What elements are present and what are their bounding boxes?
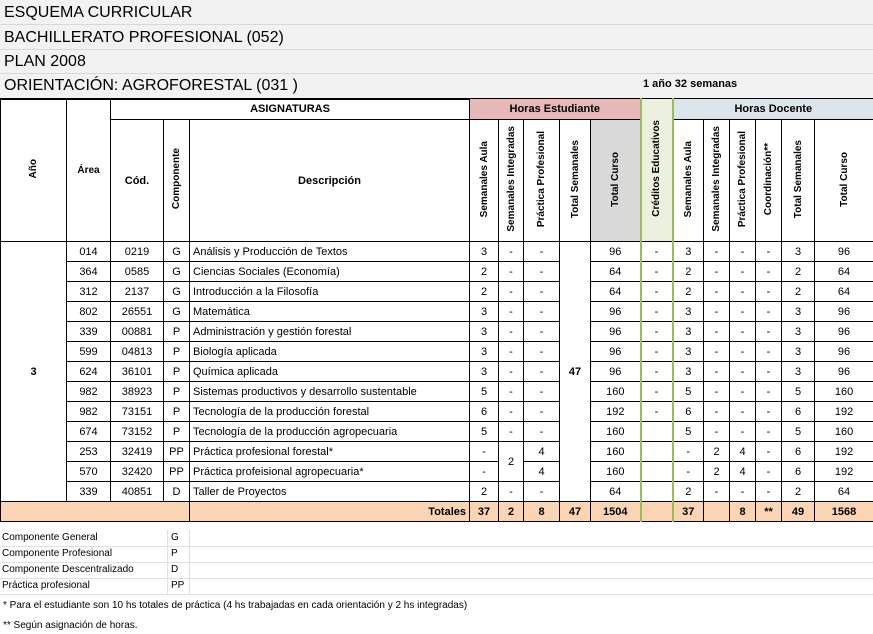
cod-cell: 0585 xyxy=(111,262,164,282)
est-practica-cell: - xyxy=(524,382,560,402)
col-doc-total-curso: Total Curso xyxy=(815,120,873,242)
est-integradas-cell: - xyxy=(499,422,524,442)
doc-aula-cell: 2 xyxy=(673,262,704,282)
doc-total-curso-cell: 64 xyxy=(815,262,873,282)
area-cell: 014 xyxy=(67,242,111,262)
total-est-aula: 37 xyxy=(470,502,499,522)
doc-total-semanales-cell: 3 xyxy=(782,362,815,382)
est-aula-cell: 2 xyxy=(470,262,499,282)
doc-aula-cell: 3 xyxy=(673,302,704,322)
cod-cell: 04813 xyxy=(111,342,164,362)
est-practica-cell: - xyxy=(524,282,560,302)
doc-aula-cell: - xyxy=(673,442,704,462)
doc-aula-cell: 6 xyxy=(673,402,704,422)
creditos-cell: - xyxy=(641,242,673,262)
creditos-cell: - xyxy=(641,342,673,362)
doc-practica-cell: - xyxy=(730,242,756,262)
legend-label: Práctica profesional xyxy=(2,580,90,591)
est-aula-cell: 5 xyxy=(470,382,499,402)
area-cell: 674 xyxy=(67,422,111,442)
doc-total-semanales-cell: 2 xyxy=(782,282,815,302)
group-asignaturas: ASIGNATURAS xyxy=(111,99,470,120)
doc-aula-cell: 3 xyxy=(673,342,704,362)
doc-practica-cell: - xyxy=(730,422,756,442)
doc-coordinacion-cell: - xyxy=(756,482,782,502)
table-row xyxy=(1,442,873,462)
grid-line xyxy=(167,530,168,546)
doc-practica-cell: - xyxy=(730,382,756,402)
title-bachillerato: BACHILLERATO PROFESIONAL (052) xyxy=(4,29,284,46)
doc-aula-cell: 5 xyxy=(673,422,704,442)
total-creditos xyxy=(641,502,673,522)
componente-cell: P xyxy=(164,382,190,402)
col-est-total-curso: Total Curso xyxy=(591,120,641,242)
doc-total-semanales-cell: 3 xyxy=(782,322,815,342)
table-row xyxy=(1,462,873,482)
est-practica-cell: - xyxy=(524,262,560,282)
doc-practica-cell: 4 xyxy=(730,462,756,482)
descripcion-cell: Biología aplicada xyxy=(190,342,470,362)
title-plan: PLAN 2008 xyxy=(4,53,86,70)
descripcion-cell: Matemática xyxy=(190,302,470,322)
cod-cell: 36101 xyxy=(111,362,164,382)
area-cell: 339 xyxy=(67,322,111,342)
area-cell: 624 xyxy=(67,362,111,382)
total-doc-coordinacion: ** xyxy=(756,502,782,522)
componente-cell: G xyxy=(164,302,190,322)
grid-line xyxy=(189,578,190,594)
grid-line xyxy=(167,546,168,562)
est-practica-cell: 4 xyxy=(524,442,560,462)
group-horas-docente: Horas Docente xyxy=(673,99,873,120)
doc-total-curso-cell: 64 xyxy=(815,482,873,502)
doc-aula-cell: 2 xyxy=(673,282,704,302)
table-row xyxy=(1,362,873,382)
col-cod: Cód. xyxy=(111,120,164,242)
legend-item xyxy=(0,546,873,563)
doc-aula-cell: - xyxy=(673,462,704,482)
col-doc-coordinacion: Coordinación** xyxy=(756,120,782,242)
est-aula-cell: 5 xyxy=(470,422,499,442)
doc-total-curso-cell: 160 xyxy=(815,422,873,442)
descripcion-cell: Introducción a la Filosofía xyxy=(190,282,470,302)
doc-integradas-cell: - xyxy=(704,262,730,282)
doc-integradas-cell: - xyxy=(704,282,730,302)
est-integradas-cell: 2 xyxy=(499,442,524,482)
est-practica-cell: - xyxy=(524,402,560,422)
cod-cell: 73151 xyxy=(111,402,164,422)
cod-cell: 73152 xyxy=(111,422,164,442)
est-total-curso-cell: 96 xyxy=(591,362,641,382)
doc-integradas-cell: - xyxy=(704,342,730,362)
componente-cell: P xyxy=(164,322,190,342)
est-aula-cell: 3 xyxy=(470,242,499,262)
cod-cell: 32420 xyxy=(111,462,164,482)
creditos-cell: - xyxy=(641,322,673,342)
title-orientacion: ORIENTACIÓN: AGROFORESTAL (031 ) xyxy=(4,77,298,94)
area-cell: 802 xyxy=(67,302,111,322)
doc-practica-cell: - xyxy=(730,362,756,382)
col-est-total-semanales: Total Semanales xyxy=(560,120,591,242)
doc-total-curso-cell: 96 xyxy=(815,322,873,342)
doc-total-semanales-cell: 6 xyxy=(782,442,815,462)
table-row xyxy=(1,382,873,402)
total-doc-aula: 37 xyxy=(673,502,704,522)
area-cell: 253 xyxy=(67,442,111,462)
area-cell: 570 xyxy=(67,462,111,482)
table-row xyxy=(1,402,873,422)
doc-coordinacion-cell: - xyxy=(756,422,782,442)
table-row xyxy=(1,422,873,442)
doc-coordinacion-cell: - xyxy=(756,402,782,422)
doc-coordinacion-cell: - xyxy=(756,302,782,322)
creditos-cell xyxy=(641,422,673,442)
group-horas-estudiante: Horas Estudiante xyxy=(470,99,641,120)
componente-cell: PP xyxy=(164,462,190,482)
legend-label: Componente General xyxy=(2,532,98,543)
est-total-curso-cell: 96 xyxy=(591,342,641,362)
total-doc-integradas xyxy=(704,502,730,522)
doc-integradas-cell: 2 xyxy=(704,462,730,482)
doc-total-curso-cell: 192 xyxy=(815,442,873,462)
footnote-practica: * Para el estudiante son 10 hs totales de práctica (4 hs trabajadas en cada orientación y 2 hs integradas) xyxy=(3,600,468,611)
cod-cell: 26551 xyxy=(111,302,164,322)
doc-practica-cell: - xyxy=(730,482,756,502)
total-est-total-curso: 1504 xyxy=(591,502,641,522)
doc-coordinacion-cell: - xyxy=(756,242,782,262)
componente-cell: PP xyxy=(164,442,190,462)
doc-integradas-cell: - xyxy=(704,422,730,442)
col-doc-total-semanales: Total Semanales xyxy=(782,120,815,242)
descripcion-cell: Tecnología de la producción forestal xyxy=(190,402,470,422)
doc-practica-cell: - xyxy=(730,302,756,322)
doc-coordinacion-cell: - xyxy=(756,342,782,362)
descripcion-cell: Taller de Proyectos xyxy=(190,482,470,502)
legend-code: PP xyxy=(171,580,185,591)
totals-label: Totales xyxy=(190,502,470,522)
legend-code: D xyxy=(171,564,179,575)
legend-item xyxy=(0,578,873,595)
totals-spacer xyxy=(1,502,190,522)
doc-practica-cell: 4 xyxy=(730,442,756,462)
est-aula-cell: 6 xyxy=(470,402,499,422)
descripcion-cell: Sistemas productivos y desarrollo sustentable xyxy=(190,382,470,402)
doc-aula-cell: 2 xyxy=(673,482,704,502)
doc-total-curso-cell: 192 xyxy=(815,462,873,482)
est-integradas-cell: - xyxy=(499,282,524,302)
est-aula-cell: 3 xyxy=(470,342,499,362)
doc-total-semanales-cell: 3 xyxy=(782,342,815,362)
table-row xyxy=(1,342,873,362)
totals-row xyxy=(1,502,873,522)
componente-cell: P xyxy=(164,402,190,422)
creditos-cell xyxy=(641,442,673,462)
creditos-cell: - xyxy=(641,382,673,402)
est-total-curso-cell: 192 xyxy=(591,402,641,422)
grid-line xyxy=(189,562,190,578)
doc-coordinacion-cell: - xyxy=(756,282,782,302)
area-cell: 599 xyxy=(67,342,111,362)
footnote-coordinacion: ** Según asignación de horas. xyxy=(3,620,138,631)
total-est-practica: 8 xyxy=(524,502,560,522)
componente-cell: P xyxy=(164,342,190,362)
est-aula-cell: 3 xyxy=(470,302,499,322)
est-practica-cell: - xyxy=(524,482,560,502)
est-total-curso-cell: 160 xyxy=(591,442,641,462)
creditos-cell: - xyxy=(641,402,673,422)
col-anio: Año xyxy=(1,99,67,242)
creditos-cell xyxy=(641,462,673,482)
col-est-aula: Semanales Aula xyxy=(470,120,499,242)
doc-total-semanales-cell: 3 xyxy=(782,302,815,322)
est-practica-cell: - xyxy=(524,322,560,342)
table-row xyxy=(1,302,873,322)
est-integradas-cell: - xyxy=(499,322,524,342)
total-est-total-semanales: 47 xyxy=(560,502,591,522)
est-aula-cell: 3 xyxy=(470,322,499,342)
doc-total-curso-cell: 96 xyxy=(815,242,873,262)
col-doc-practica: Práctica Profesional xyxy=(730,120,756,242)
doc-coordinacion-cell: - xyxy=(756,362,782,382)
total-doc-total-curso: 1568 xyxy=(815,502,873,522)
area-cell: 312 xyxy=(67,282,111,302)
componente-cell: G xyxy=(164,262,190,282)
table-row xyxy=(1,482,873,502)
doc-practica-cell: - xyxy=(730,282,756,302)
creditos-cell: - xyxy=(641,262,673,282)
descripcion-cell: Análisis y Producción de Textos xyxy=(190,242,470,262)
componente-cell: D xyxy=(164,482,190,502)
descripcion-cell: Química aplicada xyxy=(190,362,470,382)
doc-coordinacion-cell: - xyxy=(756,262,782,282)
est-total-curso-cell: 160 xyxy=(591,422,641,442)
descripcion-cell: Administración y gestión forestal xyxy=(190,322,470,342)
doc-coordinacion-cell: - xyxy=(756,382,782,402)
est-practica-cell: 4 xyxy=(524,462,560,482)
col-componente: Componente xyxy=(164,120,190,242)
doc-total-curso-cell: 192 xyxy=(815,402,873,422)
creditos-cell: - xyxy=(641,282,673,302)
est-practica-cell: - xyxy=(524,242,560,262)
est-integradas-cell: - xyxy=(499,402,524,422)
est-integradas-cell: - xyxy=(499,242,524,262)
descripcion-cell: Tecnología de la producción agropecuaria xyxy=(190,422,470,442)
doc-integradas-cell: - xyxy=(704,322,730,342)
cod-cell: 2137 xyxy=(111,282,164,302)
doc-practica-cell: - xyxy=(730,262,756,282)
est-aula-cell: 3 xyxy=(470,362,499,382)
est-practica-cell: - xyxy=(524,422,560,442)
componente-cell: P xyxy=(164,422,190,442)
doc-total-semanales-cell: 5 xyxy=(782,422,815,442)
est-practica-cell: - xyxy=(524,302,560,322)
doc-integradas-cell: - xyxy=(704,382,730,402)
total-est-integradas: 2 xyxy=(499,502,524,522)
total-doc-total-semanales: 49 xyxy=(782,502,815,522)
est-total-curso-cell: 96 xyxy=(591,242,641,262)
doc-total-curso-cell: 160 xyxy=(815,382,873,402)
col-doc-integradas: Semanales Integradas xyxy=(704,120,730,242)
doc-total-semanales-cell: 5 xyxy=(782,382,815,402)
doc-aula-cell: 3 xyxy=(673,242,704,262)
est-total-curso-cell: 96 xyxy=(591,302,641,322)
est-integradas-cell: - xyxy=(499,362,524,382)
doc-integradas-cell: - xyxy=(704,402,730,422)
est-total-semanales-cell: 47 xyxy=(560,242,591,502)
creditos-cell: - xyxy=(641,362,673,382)
legend-label: Componente Profesional xyxy=(2,548,113,559)
col-descripcion: Descripción xyxy=(190,120,470,242)
area-cell: 982 xyxy=(67,402,111,422)
descripcion-cell: Práctica profesional forestal* xyxy=(190,442,470,462)
doc-total-curso-cell: 96 xyxy=(815,342,873,362)
doc-total-curso-cell: 64 xyxy=(815,282,873,302)
area-cell: 982 xyxy=(67,382,111,402)
est-total-curso-cell: 64 xyxy=(591,482,641,502)
table-row xyxy=(1,262,873,282)
duration-label: 1 año 32 semanas xyxy=(643,78,738,90)
est-integradas-cell: - xyxy=(499,302,524,322)
cod-cell: 40851 xyxy=(111,482,164,502)
componente-cell: G xyxy=(164,282,190,302)
doc-integradas-cell: 2 xyxy=(704,442,730,462)
est-total-curso-cell: 64 xyxy=(591,282,641,302)
grid-line xyxy=(189,546,190,562)
doc-coordinacion-cell: - xyxy=(756,322,782,342)
doc-practica-cell: - xyxy=(730,342,756,362)
cod-cell: 00881 xyxy=(111,322,164,342)
grid-line xyxy=(189,530,190,546)
doc-total-curso-cell: 96 xyxy=(815,362,873,382)
table-row xyxy=(1,242,873,262)
est-integradas-cell: - xyxy=(499,482,524,502)
doc-integradas-cell: - xyxy=(704,302,730,322)
legend-item xyxy=(0,530,873,547)
col-est-integradas: Semanales Integradas xyxy=(499,120,524,242)
title-block xyxy=(0,0,873,100)
legend-item xyxy=(0,562,873,579)
doc-total-semanales-cell: 6 xyxy=(782,402,815,422)
doc-integradas-cell: - xyxy=(704,242,730,262)
doc-coordinacion-cell: - xyxy=(756,462,782,482)
est-integradas-cell: - xyxy=(499,382,524,402)
grid-line xyxy=(167,578,168,594)
grid-line xyxy=(0,24,873,25)
est-aula-cell: - xyxy=(470,462,499,482)
legend-label: Componente Descentralizado xyxy=(2,564,134,575)
est-practica-cell: - xyxy=(524,342,560,362)
title-esquema: ESQUEMA CURRICULAR xyxy=(4,4,193,21)
creditos-cell xyxy=(641,482,673,502)
col-creditos: Créditos Educativos xyxy=(641,99,673,242)
doc-practica-cell: - xyxy=(730,322,756,342)
area-cell: 339 xyxy=(67,482,111,502)
doc-aula-cell: 3 xyxy=(673,362,704,382)
curriculum-table xyxy=(0,98,873,522)
cod-cell: 0219 xyxy=(111,242,164,262)
table-row xyxy=(1,282,873,302)
doc-total-curso-cell: 96 xyxy=(815,302,873,322)
est-total-curso-cell: 96 xyxy=(591,322,641,342)
cod-cell: 32419 xyxy=(111,442,164,462)
col-doc-aula: Semanales Aula xyxy=(673,120,704,242)
est-total-curso-cell: 160 xyxy=(591,462,641,482)
doc-practica-cell: - xyxy=(730,402,756,422)
legend-code: G xyxy=(171,532,179,543)
est-total-curso-cell: 64 xyxy=(591,262,641,282)
table-row xyxy=(1,322,873,342)
doc-integradas-cell: - xyxy=(704,362,730,382)
grid-line xyxy=(0,49,873,50)
grid-line xyxy=(0,73,873,74)
componente-cell: G xyxy=(164,242,190,262)
creditos-cell: - xyxy=(641,302,673,322)
est-aula-cell: 2 xyxy=(470,482,499,502)
doc-total-semanales-cell: 6 xyxy=(782,462,815,482)
doc-coordinacion-cell: - xyxy=(756,442,782,462)
componente-cell: P xyxy=(164,362,190,382)
est-aula-cell: 2 xyxy=(470,282,499,302)
anio-value: 3 xyxy=(1,242,67,502)
total-doc-practica: 8 xyxy=(730,502,756,522)
est-integradas-cell: - xyxy=(499,262,524,282)
doc-aula-cell: 5 xyxy=(673,382,704,402)
grid-line xyxy=(167,562,168,578)
doc-integradas-cell: - xyxy=(704,482,730,502)
descripcion-cell: Práctica profeisional agropecuaria* xyxy=(190,462,470,482)
legend-code: P xyxy=(171,548,178,559)
doc-total-semanales-cell: 3 xyxy=(782,242,815,262)
est-practica-cell: - xyxy=(524,362,560,382)
est-integradas-cell: - xyxy=(499,342,524,362)
col-area: Área xyxy=(67,99,111,242)
doc-total-semanales-cell: 2 xyxy=(782,482,815,502)
area-cell: 364 xyxy=(67,262,111,282)
col-est-practica: Práctica Profesional xyxy=(524,120,560,242)
doc-total-semanales-cell: 2 xyxy=(782,262,815,282)
cod-cell: 38923 xyxy=(111,382,164,402)
doc-aula-cell: 3 xyxy=(673,322,704,342)
est-aula-cell: - xyxy=(470,442,499,462)
est-total-curso-cell: 160 xyxy=(591,382,641,402)
descripcion-cell: Ciencias Sociales (Economía) xyxy=(190,262,470,282)
